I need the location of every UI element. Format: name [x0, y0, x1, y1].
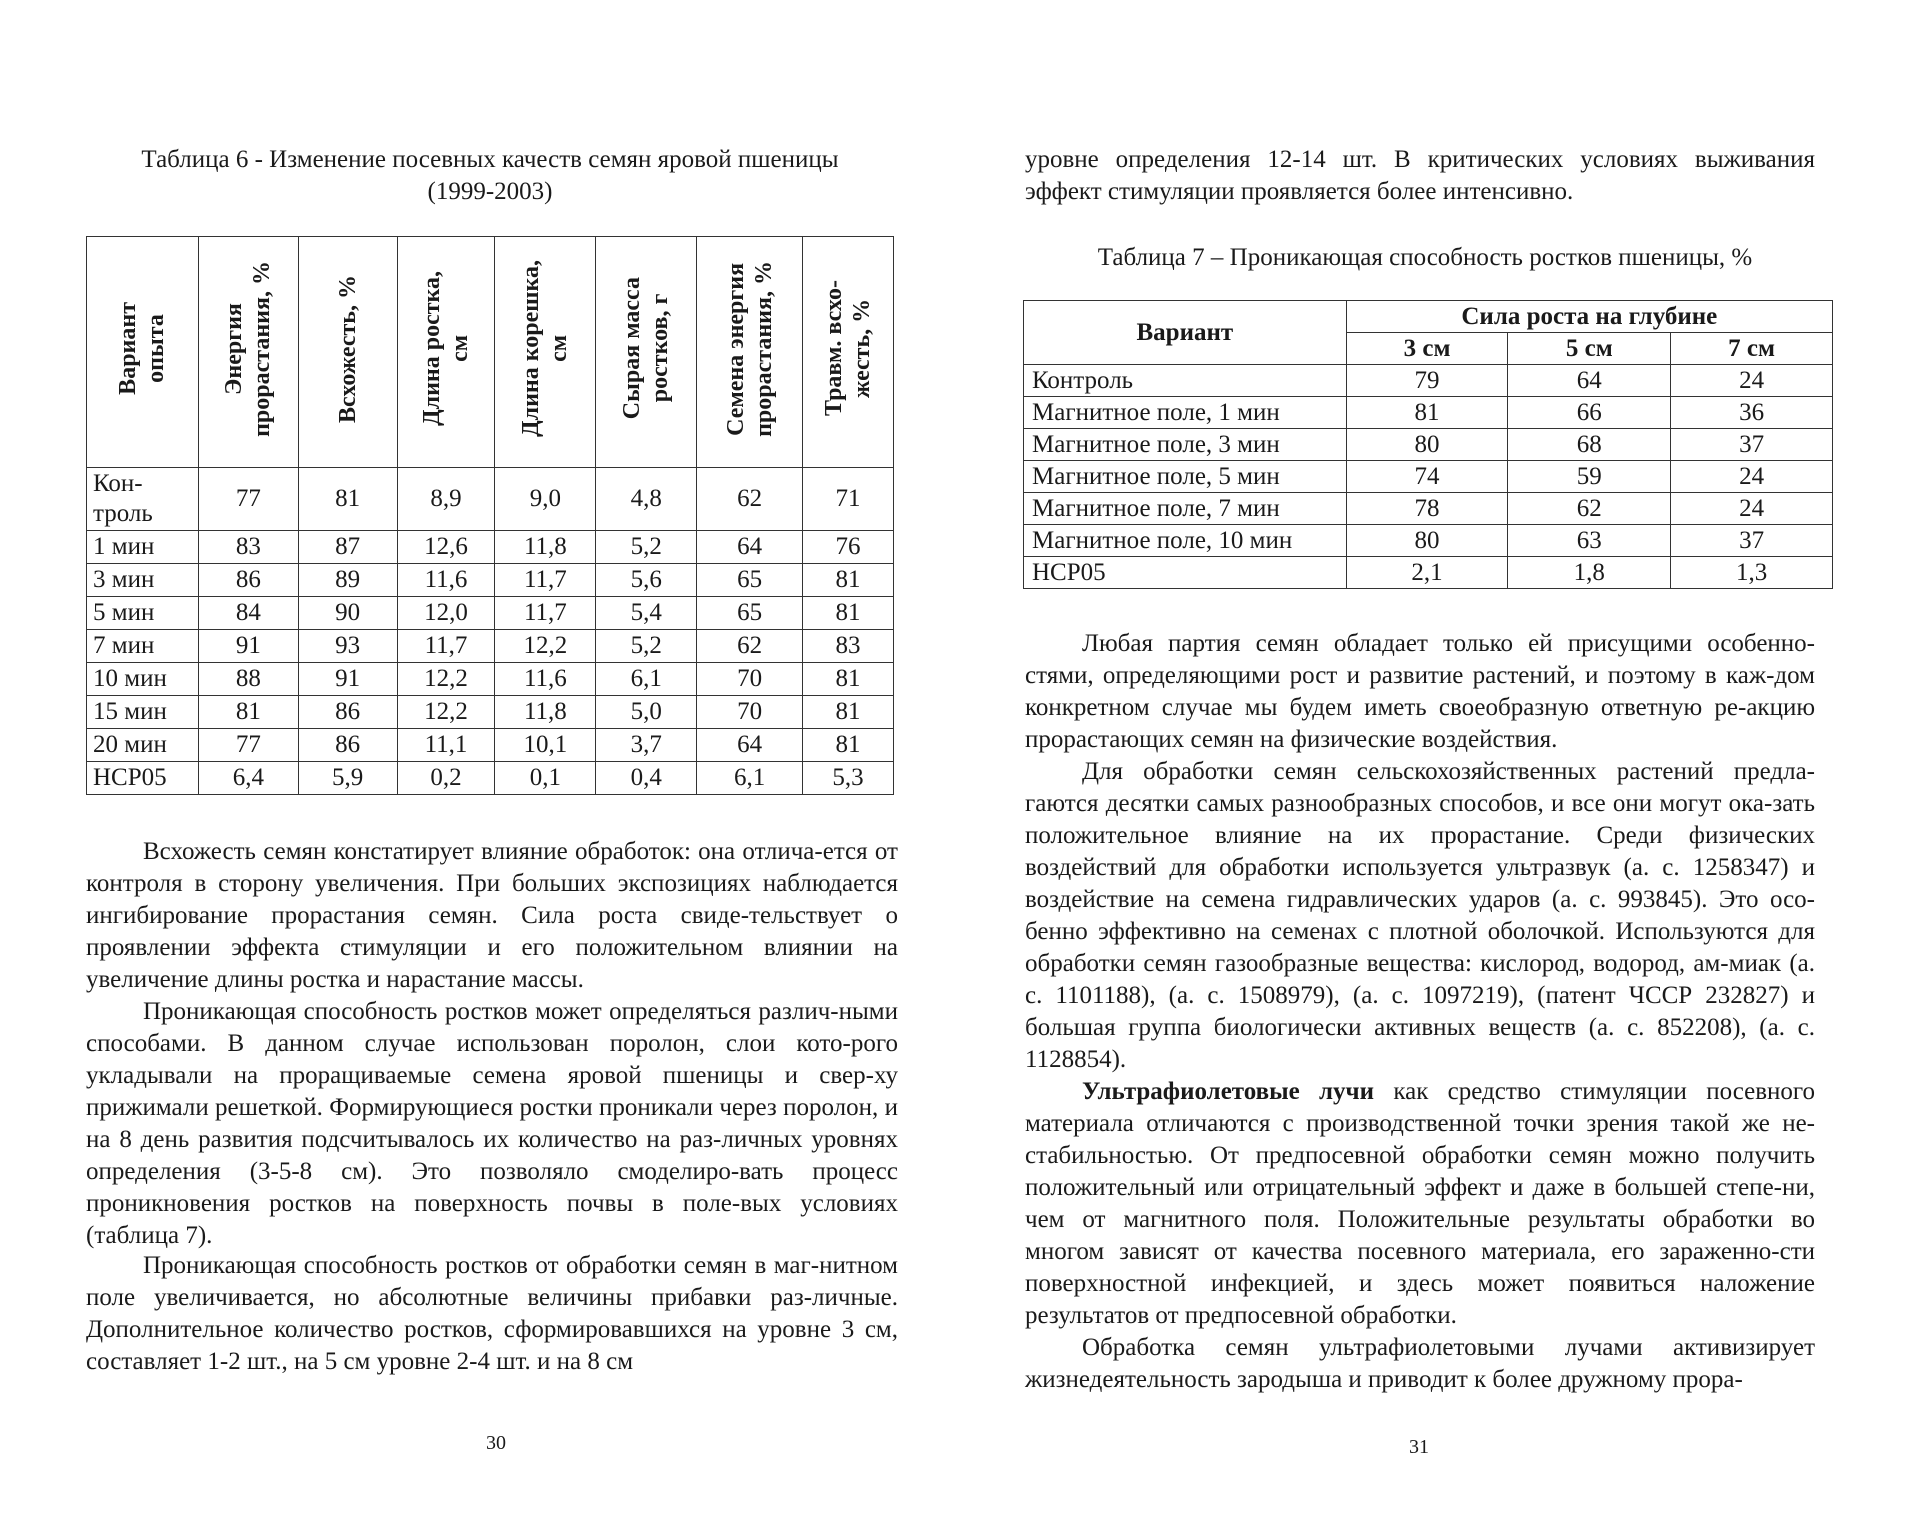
table7-cell-variant: Магнитное поле, 5 мин: [1024, 461, 1347, 493]
table7-cell-variant: Магнитное поле, 1 мин: [1024, 397, 1347, 429]
table7-cell: 66: [1508, 397, 1671, 429]
table6-cell: 91: [298, 663, 397, 696]
table6-cell-variant: 7 мин: [87, 630, 199, 663]
table6-cell: 11,8: [495, 696, 596, 729]
table6-cell: 62: [697, 468, 803, 531]
table6-cell: 12,2: [397, 696, 495, 729]
table6-cell-variant: Кон- троль: [87, 468, 199, 531]
paragraph: Всхожесть семян констатирует влияние обработок: она отлича-ется от контроля в сторону увеличения. При больших экспозициях наблюдается ингибирование прорастания семян. Сила роста свиде-тельствует о проявлении эффекта стимуляции и его положительном влиянии на увеличение длины ростка и нарастание массы.: [86, 838, 898, 993]
table7-row: [1024, 461, 1833, 493]
table7-header-variant: Вариант: [1024, 301, 1347, 365]
table6-cell: 91: [198, 630, 298, 663]
table7-header-depth: 5 см: [1508, 333, 1671, 365]
table7-row: [1024, 525, 1833, 557]
table6-cell: 0,1: [495, 762, 596, 795]
table7-caption: Таблица 7 – Проникающая способность ростков пшеницы, %: [1097, 244, 1753, 271]
table7-cell: 37: [1671, 525, 1833, 557]
right-page: [955, 0, 1909, 1538]
table7-cell: 68: [1508, 429, 1671, 461]
table6-header-cell: Вариант опыта: [87, 237, 199, 468]
table6-cell: 81: [803, 696, 894, 729]
table7-cell: 64: [1508, 365, 1671, 397]
table6-header-cell: Всхожесть, %: [298, 237, 397, 468]
table7-cell: 37: [1671, 429, 1833, 461]
table7-cell: 80: [1346, 525, 1508, 557]
page-number: 31: [1409, 1436, 1429, 1458]
table6-cell: 8,9: [397, 468, 495, 531]
table6-cell: 81: [803, 663, 894, 696]
table6-cell: 86: [298, 696, 397, 729]
table6-row: [87, 696, 894, 729]
table6-cell: 10,1: [495, 729, 596, 762]
table6-cell-variant: 5 мин: [87, 597, 199, 630]
table7-row: [1024, 493, 1833, 525]
table6-row: [87, 729, 894, 762]
table7-row: [1024, 397, 1833, 429]
table6-cell: 5,6: [596, 564, 697, 597]
paragraph: Проникающая способность ростков может определяться различ-ными способами. В данном случае использован поролон, слои кото-рого укладывали на проращиваемые семена яровой пшеницы и свер-ху прижимали решеткой. Формирующиеся ростки проникали через поролон, и на 8 день развития подсчитывалось их количество на раз-личных уровнях определения (3-5-8 см). Это позволяло смоделиро-вать процесс проникновения ростков на поверхность почвы в поле-вых условиях (таблица 7).: [86, 998, 898, 1249]
table6-cell: 12,2: [397, 663, 495, 696]
table6-cell: 88: [198, 663, 298, 696]
table6-cell: 81: [803, 729, 894, 762]
table7-header-row: [1024, 301, 1833, 333]
bold-term: Ультрафиолетовые лучи: [1082, 1078, 1375, 1105]
table7-row: [1024, 429, 1833, 461]
table6-cell: 81: [298, 468, 397, 531]
table6-header-row: [87, 237, 894, 468]
table6-header-cell: Травм. всхо- жесть, %: [803, 237, 894, 468]
table6-row: [87, 762, 894, 795]
table6-cell: 12,6: [397, 531, 495, 564]
paragraph: Обработка семян ультрафиолетовыми лучами активизирует жизнедеятельность зародыша и приводит к более дружному прора-: [1025, 1334, 1815, 1393]
page-number: 30: [486, 1432, 506, 1454]
table6-cell: 87: [298, 531, 397, 564]
table7-cell: 36: [1671, 397, 1833, 429]
table7-cell: 1,3: [1671, 557, 1833, 589]
table6-cell-variant: 10 мин: [87, 663, 199, 696]
table6-cell: 11,8: [495, 531, 596, 564]
table7-cell-variant: Магнитное поле, 10 мин: [1024, 525, 1347, 557]
table6-cell: 83: [803, 630, 894, 663]
table6-cell: 0,2: [397, 762, 495, 795]
table6-cell: 5,2: [596, 531, 697, 564]
table6-cell: 11,6: [495, 663, 596, 696]
table6-cell: 90: [298, 597, 397, 630]
table6-cell: 70: [697, 663, 803, 696]
table6-cell: 4,8: [596, 468, 697, 531]
table6-cell: 6,4: [198, 762, 298, 795]
table6-cell: 12,2: [495, 630, 596, 663]
table6-caption: Таблица 6 - Изменение посевных качеств семян яровой пшеницы (1999-2003): [141, 146, 839, 205]
table7-cell: 78: [1346, 493, 1508, 525]
table6-cell: 5,3: [803, 762, 894, 795]
table7-cell: 2,1: [1346, 557, 1508, 589]
table6-cell: 3,7: [596, 729, 697, 762]
table6-cell: 65: [697, 564, 803, 597]
table6-row: [87, 597, 894, 630]
table6-cell-variant: 1 мин: [87, 531, 199, 564]
table6-cell-variant: 3 мин: [87, 564, 199, 597]
table6-row: [87, 531, 894, 564]
table6-cell: 11,7: [397, 630, 495, 663]
table6-cell: 65: [697, 597, 803, 630]
table6-cell: 81: [803, 564, 894, 597]
table6-cell: 6,1: [596, 663, 697, 696]
table6-cell: 5,4: [596, 597, 697, 630]
table6-cell: 11,7: [495, 564, 596, 597]
table7: [1023, 300, 1833, 589]
table7-cell: 24: [1671, 365, 1833, 397]
table6-cell: 11,6: [397, 564, 495, 597]
table6-cell: 0,4: [596, 762, 697, 795]
table6-row-control: [87, 468, 894, 531]
table6-header-cell: Длина корешка, см: [495, 237, 596, 468]
table7-header-depth: 3 см: [1346, 333, 1508, 365]
table7-row: [1024, 557, 1833, 589]
table6-cell-variant: НСР05: [87, 762, 199, 795]
paragraph: Для обработки семян сельскохозяйственных растений предла-гаются десятки самых разнообразных способов, и все они могут ока-зать положительное влияние на их прорастание. Среди физических воздействий для обработки используется ультразвук (а. с. 1258347) и воздействие на семена гидравлических ударов (а. с. 993845). Это осо-бенно эффективно на семенах с плотной оболочкой. Используются для обработки семян газообразные вещества: кислород, водород, ам-миак (а. с. 1101188), (а. с. 1508979), (а. с. 1097219), (патент ЧССР 232827) и большая группа биологически активных веществ (а. с. 852208), (а. с. 1128854).: [1025, 758, 1815, 1073]
table7-cell-variant: Контроль: [1024, 365, 1347, 397]
table6: [86, 236, 894, 795]
table7-cell: 80: [1346, 429, 1508, 461]
table6-cell: 64: [697, 531, 803, 564]
table6-cell-variant: 20 мин: [87, 729, 199, 762]
table7-header-group: Сила роста на глубине: [1346, 301, 1832, 333]
table7-cell-variant: НСР05: [1024, 557, 1347, 589]
table7-cell: 79: [1346, 365, 1508, 397]
table6-header-cell: Длина ростка, см: [397, 237, 495, 468]
table6-header-cell: Энергия прорастания, %: [198, 237, 298, 468]
table6-row: [87, 663, 894, 696]
table6-row: [87, 564, 894, 597]
table7-cell-variant: Магнитное поле, 3 мин: [1024, 429, 1347, 461]
table7-cell: 24: [1671, 461, 1833, 493]
table7-cell: 74: [1346, 461, 1508, 493]
table6-cell: 71: [803, 468, 894, 531]
table6-cell: 12,0: [397, 597, 495, 630]
table6-cell: 93: [298, 630, 397, 663]
table7-header-depth: 7 см: [1671, 333, 1833, 365]
table6-cell-variant: 15 мин: [87, 696, 199, 729]
table7-cell: 59: [1508, 461, 1671, 493]
table6-header-cell: Сырая масса ростков, г: [596, 237, 697, 468]
paragraph: уровне определения 12-14 шт. В критических условиях выживания эффект стимуляции проявляется более интенсивно.: [1025, 146, 1815, 205]
table6-cell: 6,1: [697, 762, 803, 795]
table7-cell: 63: [1508, 525, 1671, 557]
table6-cell: 5,0: [596, 696, 697, 729]
table6-cell: 77: [198, 468, 298, 531]
table6-cell: 84: [198, 597, 298, 630]
table6-cell: 86: [198, 564, 298, 597]
table6-header-cell: Семена энергия прорастания, %: [697, 237, 803, 468]
table7-cell-variant: Магнитное поле, 7 мин: [1024, 493, 1347, 525]
table6-cell: 81: [198, 696, 298, 729]
table7-cell: 81: [1346, 397, 1508, 429]
paragraph: Любая партия семян обладает только ей присущими особенно-стями, определяющими рост и развитие растений, и поэтому в каж-дом конкретном случае мы будем иметь своеобразную ответную ре-акцию прорастающих семян на физические воздействия.: [1025, 630, 1815, 753]
table7-cell: 24: [1671, 493, 1833, 525]
table7-cell: 62: [1508, 493, 1671, 525]
table7-cell: 1,8: [1508, 557, 1671, 589]
table6-cell: 9,0: [495, 468, 596, 531]
table6-cell: 76: [803, 531, 894, 564]
paragraph: Проникающая способность ростков от обработки семян в маг-нитном поле увеличивается, но абсолютные величины прибавки раз-личные. Дополнительное количество ростков, сформировавшихся на уровне 3 см, составляет 1-2 шт., на 5 см уровне 2-4 шт. и на 8 см: [86, 1252, 898, 1375]
table7-row: [1024, 365, 1833, 397]
table6-row: [87, 630, 894, 663]
table6-cell: 64: [697, 729, 803, 762]
table6-cell: 77: [198, 729, 298, 762]
table6-cell: 5,9: [298, 762, 397, 795]
table6-cell: 83: [198, 531, 298, 564]
table6-cell: 81: [803, 597, 894, 630]
table6-cell: 11,7: [495, 597, 596, 630]
table6-cell: 86: [298, 729, 397, 762]
table6-cell: 89: [298, 564, 397, 597]
table6-cell: 5,2: [596, 630, 697, 663]
table6-cell: 11,1: [397, 729, 495, 762]
table6-cell: 62: [697, 630, 803, 663]
table6-cell: 70: [697, 696, 803, 729]
paragraph: Ультрафиолетовые лучи как средство стимуляции посевного материала отличаются с производственной точки зрения такой же не-стабильностью. От предпосевной обработки семян можно получить положительный или отрицательный эффект и даже в большей степе-ни, чем от магнитного поля. Положительные результаты обработки во многом зависят от качества посевного материала, его зараженно-сти поверхностной инфекцией, и здесь может появиться наложение результатов от предпосевной обработки.: [1025, 1078, 1816, 1329]
